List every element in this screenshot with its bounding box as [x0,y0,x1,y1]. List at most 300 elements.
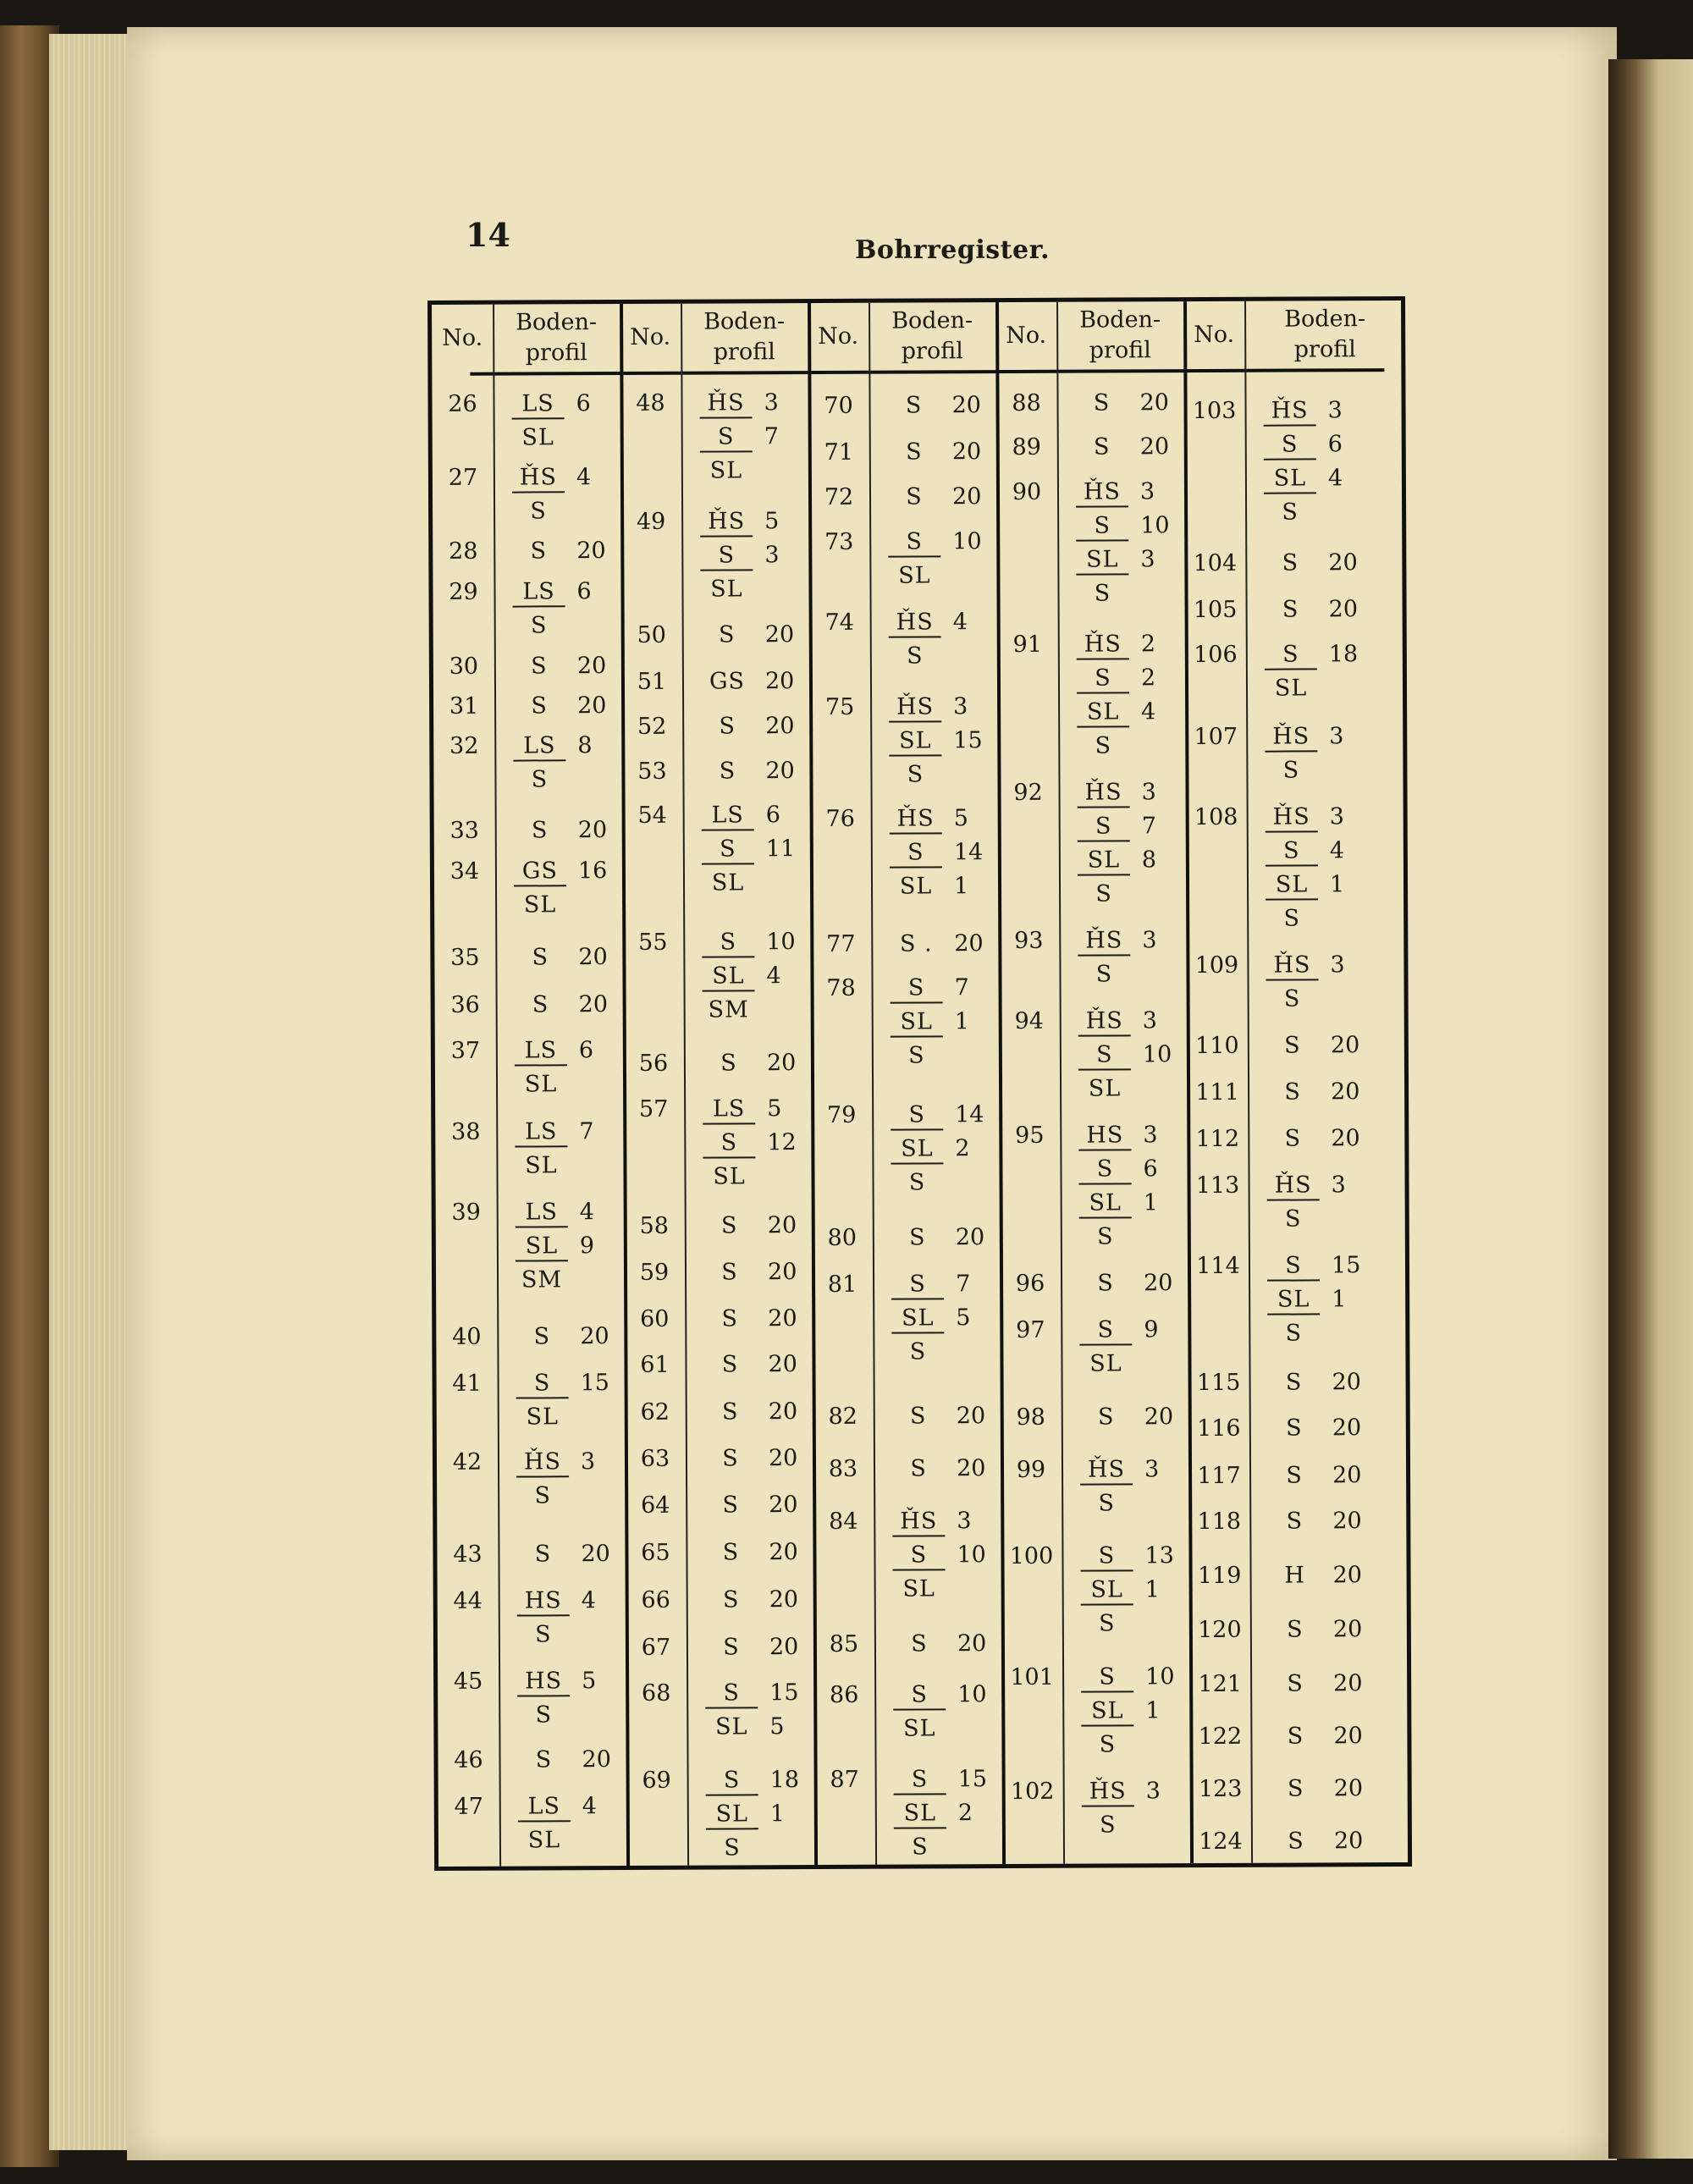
layer-thickness: 6 [576,578,592,605]
soil-type-symbol: S [1265,637,1317,670]
soil-type-symbol: S [702,832,754,864]
bore-number: 116 [1196,1415,1241,1442]
soil-type-symbol: ȞS [1082,1774,1134,1806]
soil-profile [514,940,615,975]
soil-profile [1078,924,1179,992]
layer-thickness: 20 [951,483,982,510]
soil-layer [512,534,614,569]
soil-profile [1266,1029,1402,1063]
soil-profile [888,435,990,470]
layer-thickness: 20 [764,621,795,648]
soil-profile [1080,1539,1183,1641]
soil-type-symbol: SL [1088,1075,1122,1102]
layer-thickness: 1 [953,873,969,900]
soil-type-symbol: S [1078,1038,1131,1070]
soil-type-symbol: S [719,713,736,740]
soil-profile [706,1763,808,1866]
soil-profile [888,525,990,593]
soil-layer [518,1790,620,1824]
soil-layer [706,1831,808,1866]
soil-type-symbol: S [893,1678,946,1710]
soil-layer [1078,1072,1180,1106]
column-separator [995,302,1006,1864]
no-profile-separator [681,304,689,1866]
soil-type-symbol: S [532,991,549,1018]
soil-type-symbol: SL [524,1071,558,1098]
soil-layer [1267,1249,1403,1283]
soil-type-symbol: S [1079,1313,1132,1345]
layer-thickness: 7 [1141,813,1156,840]
soil-type-symbol: ȞS [516,1445,569,1477]
header-boden-profil: Boden- profil [891,306,973,365]
soil-layer [515,988,616,1023]
soil-type-symbol: S [531,817,549,844]
soil-type-symbol: S [721,1259,738,1286]
soil-layer [888,435,990,470]
layer-thickness: 20 [1332,1369,1362,1396]
layer-thickness: 20 [582,1746,611,1773]
layer-thickness: 10 [766,929,796,956]
soil-profile [517,1743,619,1778]
layer-thickness: 20 [768,1398,798,1426]
soil-type-symbol: S [1097,1270,1114,1297]
header-boden-profil: Boden- profil [1284,305,1366,363]
layer-thickness: 18 [769,1767,800,1794]
soil-profile [1266,800,1402,936]
soil-type-symbol: S [1286,1415,1303,1442]
bore-number: 45 [453,1668,483,1695]
soil-type-symbol: S [894,1762,946,1795]
soil-profile [890,927,991,962]
bore-number: 42 [452,1448,483,1475]
soil-type-symbol: SL [1078,843,1130,875]
bore-number: 94 [1014,1007,1044,1034]
layer-thickness: 2 [1140,665,1156,692]
layer-thickness: 10 [957,1681,987,1708]
soil-type-symbol: ȞS [1266,800,1318,832]
header-no: No. [442,324,483,351]
soil-type-symbol: SL [702,959,754,991]
soil-type-symbol: SL [891,1132,943,1164]
soil-profile [702,925,804,1028]
soil-layer [887,389,989,423]
soil-profile [515,1034,616,1102]
soil-layer [891,1335,993,1370]
soil-profile [703,1046,804,1081]
soil-type-symbol: S [1284,1032,1301,1059]
soil-layer [1267,1202,1403,1237]
soil-layer [1266,948,1401,983]
layer-thickness: 9 [1144,1316,1159,1343]
next-page-edge [1608,59,1693,2159]
soil-type-symbol: S [1288,1828,1304,1855]
header-boden-profil: Boden- profil [703,307,786,366]
soil-type-symbol: S [907,643,924,670]
bore-number: 79 [826,1101,857,1128]
bore-number: 109 [1194,951,1239,979]
soil-type-symbol: LS [518,1790,571,1822]
soil-type-symbol: SL [898,562,931,589]
bore-number: 77 [826,930,856,957]
soil-layer [892,1538,994,1573]
layer-thickness: 5 [767,1095,782,1122]
bore-number: 28 [449,538,478,565]
soil-type-symbol: S [906,483,923,510]
soil-layer [1268,1411,1403,1446]
soil-type-symbol: S [908,1042,925,1069]
bore-number: 67 [641,1634,671,1661]
bore-number: 57 [638,1095,669,1122]
layer-thickness: 3 [1143,1122,1158,1149]
layer-thickness: 20 [768,1351,797,1378]
layer-thickness: 20 [1332,1462,1362,1489]
soil-type-symbol: S [1266,834,1318,866]
bore-number: 65 [641,1539,670,1566]
bore-number: 87 [830,1766,859,1793]
bore-number: 110 [1195,1032,1239,1060]
soil-layer [1078,1038,1180,1073]
soil-type-symbol: S [535,1746,553,1773]
bore-number: 85 [829,1630,859,1657]
soil-layer [516,1320,617,1354]
layer-thickness: 3 [1330,951,1345,979]
soil-layer [894,1830,995,1865]
soil-profile [1268,1459,1403,1493]
soil-profile [1266,1122,1402,1156]
bore-number: 50 [637,621,666,648]
soil-profile [1076,475,1178,611]
soil-layer [1263,394,1398,428]
bore-number: 90 [1012,478,1042,505]
soil-layer [889,639,990,674]
soil-type-symbol: S [1099,1731,1117,1758]
soil-layer [513,763,615,797]
layer-thickness: 3 [764,542,780,569]
header-no: No. [1194,321,1235,348]
bore-number: 61 [640,1351,670,1378]
soil-profile [1076,430,1177,465]
soil-layer [891,1005,992,1040]
soil-layer [888,559,990,593]
soil-type-symbol: SL [894,1796,946,1828]
soil-layer [705,1676,807,1711]
soil-profile [891,1267,994,1370]
soil-type-symbol: S [530,538,548,565]
soil-type-symbol: SL [1274,675,1308,702]
layer-thickness: 4 [952,609,968,636]
soil-profile [514,854,615,923]
soil-profile [1077,627,1179,764]
soil-layer [702,798,803,833]
soil-profile [1078,1118,1181,1255]
soil-profile [704,1442,806,1476]
header-no: No. [818,323,859,350]
soil-profile [890,971,992,1073]
bore-number: 40 [452,1323,482,1350]
layer-thickness: 20 [1331,1125,1360,1152]
soil-layer [889,605,990,640]
soil-layer [888,525,990,560]
bore-number: 55 [638,929,668,956]
soil-type-symbol: S [1078,809,1130,841]
layer-thickness: 20 [955,1224,985,1251]
running-title: Bohrregister. [855,235,1051,265]
soil-layer [1077,627,1178,662]
soil-type-symbol: SM [521,1266,563,1293]
layer-thickness: 6 [1143,1155,1158,1183]
layer-thickness: 1 [1143,1189,1158,1216]
layer-thickness: 20 [1333,1828,1364,1855]
soil-layer [513,729,615,764]
layer-thickness: 20 [765,713,795,740]
soil-layer [1266,1168,1402,1203]
layer-thickness: 4 [579,1199,594,1226]
bore-number: 76 [825,805,855,832]
layer-thickness: 5 [769,1713,785,1740]
soil-layer [889,690,990,725]
layer-thickness: 3 [580,1448,596,1475]
soil-layer [703,1348,805,1382]
soil-layer [516,1479,618,1514]
layer-thickness: 10 [1142,1041,1172,1068]
soil-type-symbol: ȞS [1265,720,1317,752]
soil-profile [1079,1313,1181,1382]
soil-type-symbol: S [1285,1369,1303,1396]
soil-layer [518,1823,620,1858]
soil-type-symbol: S [1098,1490,1116,1517]
soil-type-symbol: SL [1081,1694,1133,1726]
no-profile-separator [1056,302,1065,1864]
soil-type-symbol: SL [1089,1350,1122,1377]
bore-number: 120 [1198,1616,1242,1644]
soil-layer [517,1743,619,1778]
soil-profile [1080,1400,1182,1435]
soil-type-symbol: S [530,612,548,639]
soil-layer [513,609,615,643]
soil-layer [512,575,614,609]
soil-layer [1264,427,1399,462]
layer-thickness: 15 [769,1679,799,1707]
soil-layer [512,494,614,529]
soil-profile [704,1536,806,1570]
soil-type-symbol: S [700,420,753,452]
bore-number: 64 [640,1492,670,1519]
soil-type-symbol: ȞS [512,461,565,493]
soil-type-symbol: SL [1267,1282,1320,1315]
soil-profile [701,709,802,744]
soil-type-symbol: SL [899,873,933,900]
soil-layer [891,1166,992,1200]
soil-type-symbol: S [1077,661,1129,693]
soil-layer [1081,1694,1183,1729]
layer-thickness: 2 [955,1135,970,1162]
layer-thickness: 20 [951,438,982,466]
soil-layer [1078,924,1179,958]
layer-thickness: 20 [578,944,608,971]
layer-thickness: 3 [1140,546,1155,573]
layer-thickness: 4 [1329,837,1345,864]
soil-type-symbol: S [706,1763,758,1795]
soil-type-symbol: S [1287,1723,1304,1750]
soil-layer [1264,546,1399,581]
soil-layer [1081,1573,1183,1608]
soil-type-symbol: LS [703,1092,755,1124]
soil-type-symbol: S [890,971,942,1003]
bore-number: 53 [637,758,667,785]
soil-type-symbol: S [703,1126,755,1158]
soil-layer [513,689,615,724]
bore-number: 46 [454,1746,483,1773]
soil-profile [516,1445,618,1514]
bore-number: 70 [824,392,853,419]
soil-layer [893,1627,995,1662]
soil-type-symbol: S [1282,757,1300,784]
soil-profile [1264,546,1399,581]
soil-layer [703,1302,805,1337]
soil-layer [700,538,802,573]
layer-thickness: 15 [957,1766,988,1793]
soil-profile [1266,948,1401,1017]
soil-profile [1268,1365,1403,1400]
soil-type-symbol: H [1284,1562,1305,1589]
soil-profile [1269,1613,1404,1647]
layer-thickness: 20 [769,1539,798,1566]
soil-layer [700,420,802,455]
layer-thickness: 4 [581,1587,596,1614]
soil-profile [887,389,989,423]
soil-type-symbol: S [907,761,924,788]
soil-layer [516,1400,618,1435]
layer-thickness: 8 [577,732,593,759]
soil-profile [703,1348,805,1382]
soil-layer [514,940,615,975]
soil-type-symbol: S [1285,1320,1303,1347]
layer-thickness: 15 [1331,1252,1361,1279]
soil-layer [517,1698,619,1733]
layer-thickness: 7 [764,423,779,450]
layer-thickness: 20 [768,1305,797,1332]
layer-thickness: 20 [764,668,795,695]
soil-layer [513,649,615,684]
layer-thickness: 5 [764,508,780,535]
soil-layer [1268,1365,1403,1400]
soil-layer [893,1572,995,1607]
soil-type-symbol: SL [902,1575,935,1602]
layer-thickness: 20 [956,1455,986,1482]
soil-layer [1268,1459,1403,1493]
bore-number: 102 [1010,1778,1055,1806]
layer-thickness: 3 [1329,723,1344,750]
soil-type-symbol: ȞS [1080,1453,1133,1485]
soil-type-symbol: S [722,1539,740,1566]
soil-type-symbol: S [531,766,549,793]
layer-thickness: 15 [953,727,983,754]
bore-number: 49 [636,508,666,535]
soil-type-symbol: SL [710,576,743,603]
layer-thickness: 3 [1139,478,1155,505]
layer-thickness: 20 [580,1323,609,1350]
bore-number: 96 [1015,1270,1045,1297]
soil-type-symbol: S [724,1834,741,1861]
bore-number: 32 [449,732,479,759]
soil-type-symbol: SL [527,1827,561,1854]
soil-layer [1078,957,1179,992]
bore-number: 119 [1197,1562,1242,1590]
soil-type-symbol: SL [1081,1573,1133,1605]
soil-type-symbol: S [1095,880,1112,907]
soil-layer [704,1488,806,1523]
soil-type-symbol: S [1283,985,1301,1012]
soil-layer [1265,753,1400,788]
soil-type-symbol: ȞS [1266,948,1318,980]
layer-thickness: 6 [765,802,780,829]
soil-layer [1078,809,1179,844]
layer-thickness: 16 [577,858,608,885]
soil-layer [894,1762,995,1797]
soil-profile [703,1255,805,1290]
layer-thickness: 3 [1144,1456,1160,1483]
soil-type-symbol: S [905,438,923,466]
soil-type-symbol: S [700,538,753,571]
soil-profile [703,1209,805,1244]
soil-type-symbol: S [705,1676,758,1708]
soil-layer [511,387,613,422]
bore-number: 122 [1198,1723,1243,1751]
bore-number: 29 [449,578,478,605]
layer-thickness: 1 [1332,1286,1347,1313]
soil-layer [1266,1075,1402,1110]
layer-thickness: 20 [1328,549,1358,576]
soil-type-symbol: S [908,1169,926,1196]
soil-layer [1266,1122,1402,1156]
soil-type-symbol: GS [709,668,746,695]
soil-profile [705,1583,807,1618]
soil-layer [706,1763,808,1798]
layer-thickness: 20 [1328,596,1359,623]
layer-thickness: 4 [1141,698,1156,725]
soil-type-symbol: S [1076,509,1128,541]
soil-layer [893,1678,995,1712]
soil-profile [516,1320,617,1354]
soil-type-symbol: S [909,1403,927,1430]
soil-layer [1078,877,1179,912]
soil-layer [1265,637,1400,672]
soil-layer [703,1126,804,1161]
layer-thickness: 7 [579,1118,594,1145]
soil-layer [512,421,614,455]
bore-number: 75 [824,693,855,720]
bore-number: 72 [824,483,854,510]
bore-number: 68 [641,1679,671,1707]
soil-type-symbol: S [1287,1775,1304,1802]
layer-thickness: 20 [767,1259,797,1286]
bore-number: 58 [639,1212,670,1239]
bore-number: 83 [828,1455,858,1482]
bore-number: 54 [637,802,667,829]
bore-number: 36 [450,991,480,1018]
layer-thickness: 10 [1140,512,1170,539]
soil-layer [1081,1607,1183,1641]
layer-thickness: 3 [764,389,779,416]
soil-type-symbol: SL [903,1715,936,1742]
soil-layer [1079,1347,1181,1382]
soil-layer [1266,902,1401,936]
layer-thickness: 20 [1139,389,1169,416]
soil-layer [514,888,615,923]
soil-profile [1265,637,1400,706]
no-profile-separator [1244,301,1253,1863]
soil-type-symbol: S [535,1621,552,1648]
